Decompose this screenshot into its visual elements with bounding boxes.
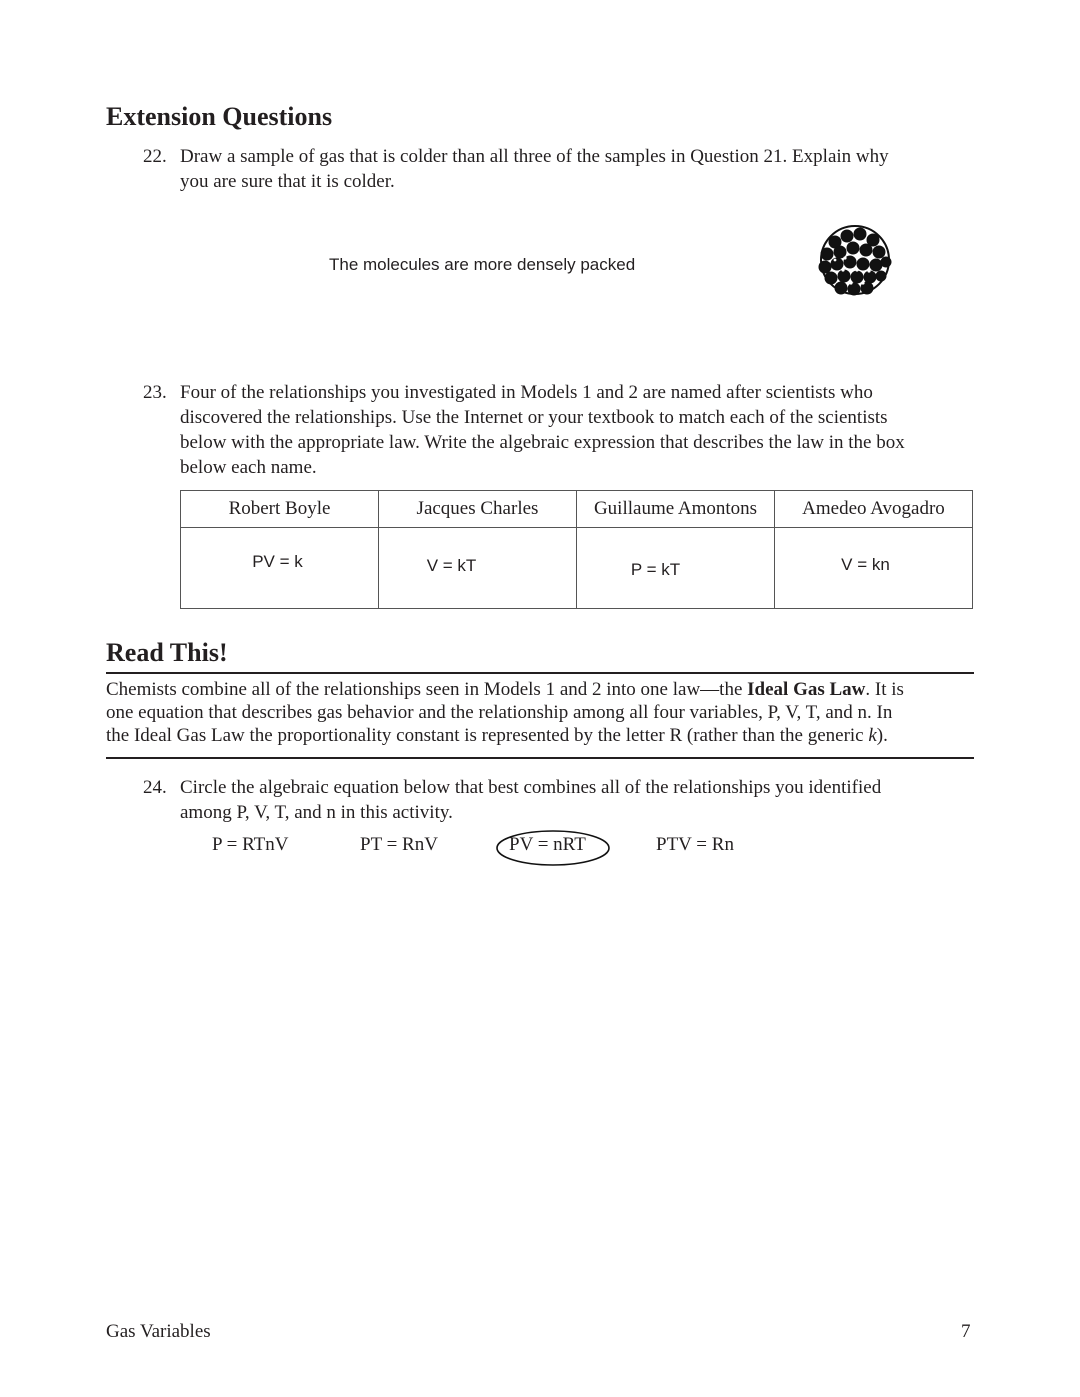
equation-option-1[interactable]: P = RTnV [212, 834, 289, 855]
question-text-line: below each name. [180, 457, 317, 478]
question-number: 22. [143, 146, 167, 167]
expression-cell-amontons[interactable] [577, 528, 775, 609]
question-text-line: discovered the relationships. Use the Internet or your textbook to match each of the scientists [180, 407, 888, 428]
question-text-line: you are sure that it is colder. [180, 171, 395, 192]
expression-cell-charles[interactable] [379, 528, 577, 609]
page-number: 7 [961, 1321, 971, 1342]
section-heading-extension: Extension Questions [106, 102, 333, 131]
scientist-law-table [180, 490, 973, 609]
question-number: 23. [143, 382, 167, 403]
ideal-gas-law-term: Ideal Gas Law [747, 679, 866, 700]
equation-option-4[interactable]: PTV = Rn [656, 834, 734, 855]
scientist-name-charles: Jacques Charles [379, 491, 577, 528]
q22-answer-text: The molecules are more densely packed [329, 255, 636, 274]
text-span: ). [876, 725, 888, 746]
text-span: . It is [865, 679, 904, 700]
table-row [181, 528, 973, 609]
question-text-line: below with the appropriate law. Write the algebraic expression that describes the law in the box [180, 432, 905, 453]
section-heading-read-this: Read This! [106, 638, 228, 667]
answer-circle [494, 828, 612, 868]
paragraph-line [106, 724, 976, 747]
paragraph-line [106, 678, 976, 701]
read-this-paragraph [106, 678, 976, 747]
scientist-name-boyle: Robert Boyle [181, 491, 379, 528]
question-text-line: Draw a sample of gas that is colder than all three of the samples in Question 21. Explain why [180, 146, 889, 167]
scientist-name-amontons: Guillaume Amontons [577, 491, 775, 528]
expression-avogadro: V = kn [841, 555, 890, 574]
question-text-line: among P, V, T, and n in this activity. [180, 802, 453, 823]
paragraph-line: one equation that describes gas behavior and the relationship among all four variables, P, V, T, and n. In [106, 702, 893, 723]
text-span: the Ideal Gas Law the proportionality constant is represented by the letter R (rather than the generic [106, 725, 869, 746]
expression-boyle: PV = k [252, 552, 303, 571]
divider [106, 757, 974, 759]
divider [106, 672, 974, 674]
text-span: Chemists combine all of the relationships seen in Models 1 and 2 into one law—the [106, 679, 748, 700]
question-text-line: Circle the algebraic equation below that best combines all of the relationships you identified [180, 777, 882, 798]
table-row [181, 491, 973, 528]
dense-gas-drawing [815, 222, 895, 298]
italic-k: k [868, 725, 877, 746]
scientist-name-avogadro: Amedeo Avogadro [775, 491, 973, 528]
question-number: 24. [143, 777, 167, 798]
expression-cell-boyle[interactable] [181, 528, 379, 609]
equation-option-3[interactable]: PV = nRT [509, 834, 586, 855]
footer-title: Gas Variables [106, 1321, 211, 1342]
expression-cell-avogadro[interactable] [775, 528, 973, 609]
question-text-line: Four of the relationships you investigated in Models 1 and 2 are named after scientists who [180, 382, 873, 403]
expression-charles: V = kT [426, 556, 477, 575]
equation-option-2[interactable]: PT = RnV [360, 834, 438, 855]
expression-amontons: P = kT [630, 560, 681, 579]
